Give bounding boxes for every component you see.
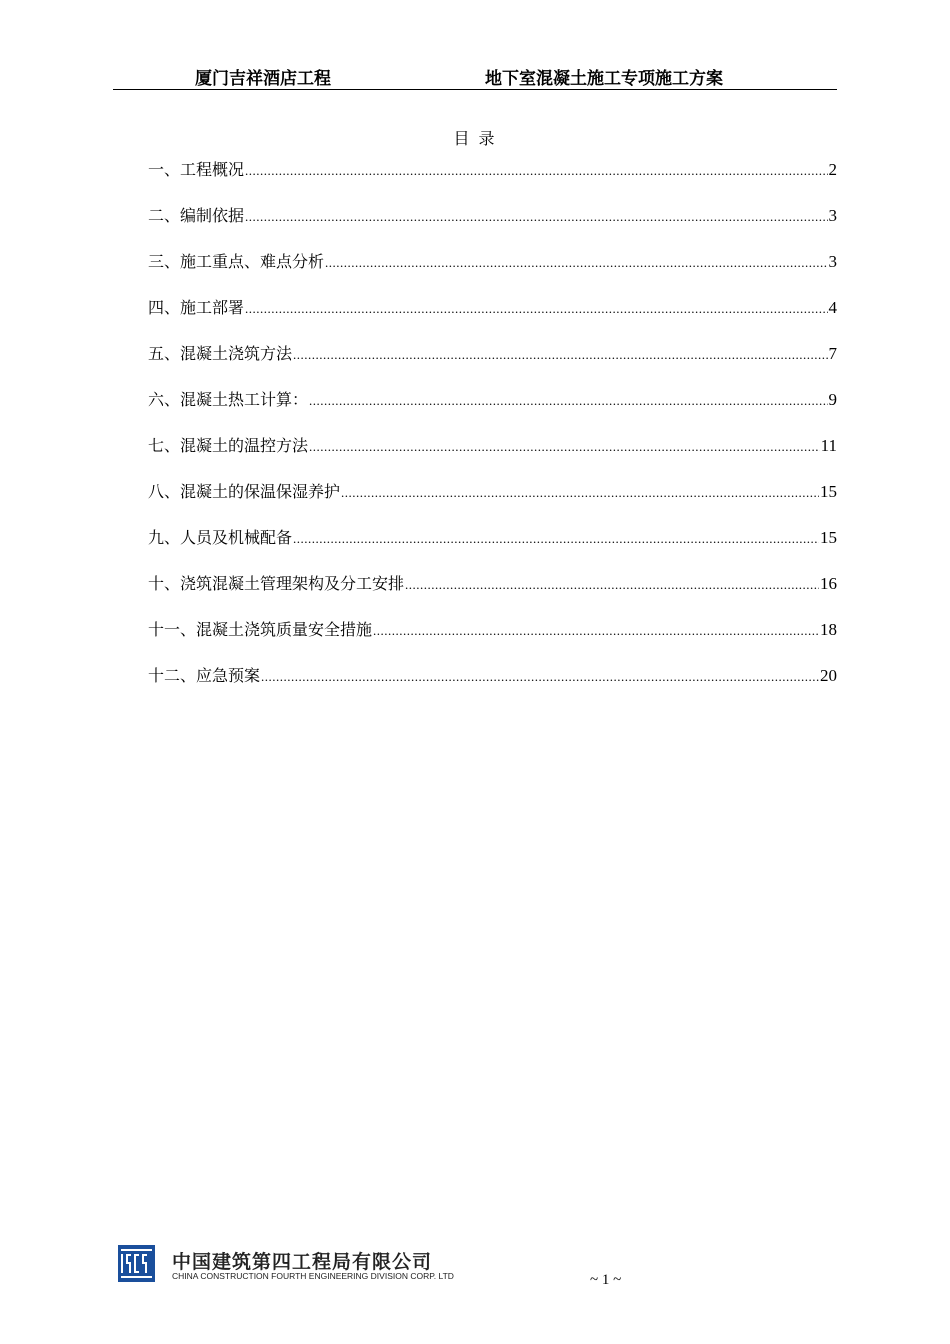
company-name-chinese: 中国建筑第四工程局有限公司 — [172, 1251, 433, 1273]
toc-dot-leader — [309, 435, 820, 459]
toc-entry-page: 16 — [820, 574, 837, 593]
toc-entry[interactable] — [148, 480, 837, 526]
company-logo — [118, 1245, 478, 1285]
toc-entry-page: 3 — [828, 252, 837, 271]
toc-entry-page: 15 — [820, 482, 837, 501]
toc-entry[interactable] — [148, 434, 837, 480]
toc-entry-label: 六、混凝土热工计算： — [148, 390, 309, 409]
toc-entry-page: 9 — [828, 390, 837, 409]
toc-entry-label: 十一、混凝土浇筑质量安全措施 — [148, 620, 373, 639]
toc-entry-label: 九、人员及机械配备 — [148, 528, 293, 547]
toc-entry-label: 一、工程概况 — [148, 160, 245, 179]
toc-entry[interactable] — [148, 158, 837, 204]
toc-entry-page: 4 — [828, 298, 837, 317]
toc-dot-leader — [293, 343, 827, 367]
toc-entry[interactable] — [148, 618, 837, 664]
toc-entry[interactable] — [148, 526, 837, 572]
toc-entry-page: 7 — [828, 344, 837, 363]
toc-entry-label: 十、浇筑混凝土管理架构及分工安排 — [148, 574, 405, 593]
toc-entry-label: 四、施工部署 — [148, 298, 245, 317]
toc-entry-label: 二、编制依据 — [148, 206, 245, 225]
header-document-title: 地下室混凝土施工专项施工方案 — [485, 69, 723, 89]
toc-entry-label: 五、混凝土浇筑方法 — [148, 344, 293, 363]
toc-entry[interactable] — [148, 250, 837, 296]
toc-entry-label: 七、混凝土的温控方法 — [148, 436, 309, 455]
table-of-contents — [148, 158, 837, 710]
company-name-english: CHINA CONSTRUCTION FOURTH ENGINEERING DIVISION CORP. LTD — [172, 1271, 454, 1281]
toc-dot-leader — [405, 573, 819, 597]
toc-dot-leader — [245, 297, 827, 321]
toc-dot-leader — [325, 251, 827, 275]
page-header — [113, 62, 837, 90]
page-number: ~ 1 ~ — [590, 1272, 622, 1288]
toc-entry[interactable] — [148, 572, 837, 618]
toc-entry-label: 八、混凝土的保温保湿养护 — [148, 482, 341, 501]
toc-entry-label: 十二、应急预案 — [148, 666, 261, 685]
toc-entry[interactable] — [148, 664, 837, 710]
toc-entry[interactable] — [148, 342, 837, 388]
toc-entry[interactable] — [148, 388, 837, 434]
toc-dot-leader — [293, 527, 819, 551]
toc-entry-page: 2 — [828, 160, 837, 179]
toc-entry[interactable] — [148, 296, 837, 342]
toc-title: 目 录 — [453, 129, 497, 148]
toc-dot-leader — [245, 205, 827, 229]
toc-dot-leader — [245, 159, 827, 183]
toc-entry-page: 15 — [820, 528, 837, 547]
toc-dot-leader — [341, 481, 819, 505]
toc-dot-leader — [309, 389, 827, 413]
cscec-logo-icon — [118, 1245, 155, 1282]
header-project-name: 厦门吉祥酒店工程 — [195, 69, 331, 89]
toc-dot-leader — [373, 619, 819, 643]
toc-entry-label: 三、施工重点、难点分析 — [148, 252, 325, 271]
toc-entry-page: 18 — [820, 620, 837, 639]
toc-entry-page: 11 — [820, 436, 837, 455]
toc-dot-leader — [261, 665, 819, 689]
toc-entry-page: 3 — [828, 206, 837, 225]
toc-entry[interactable] — [148, 204, 837, 250]
toc-entry-page: 20 — [820, 666, 837, 685]
